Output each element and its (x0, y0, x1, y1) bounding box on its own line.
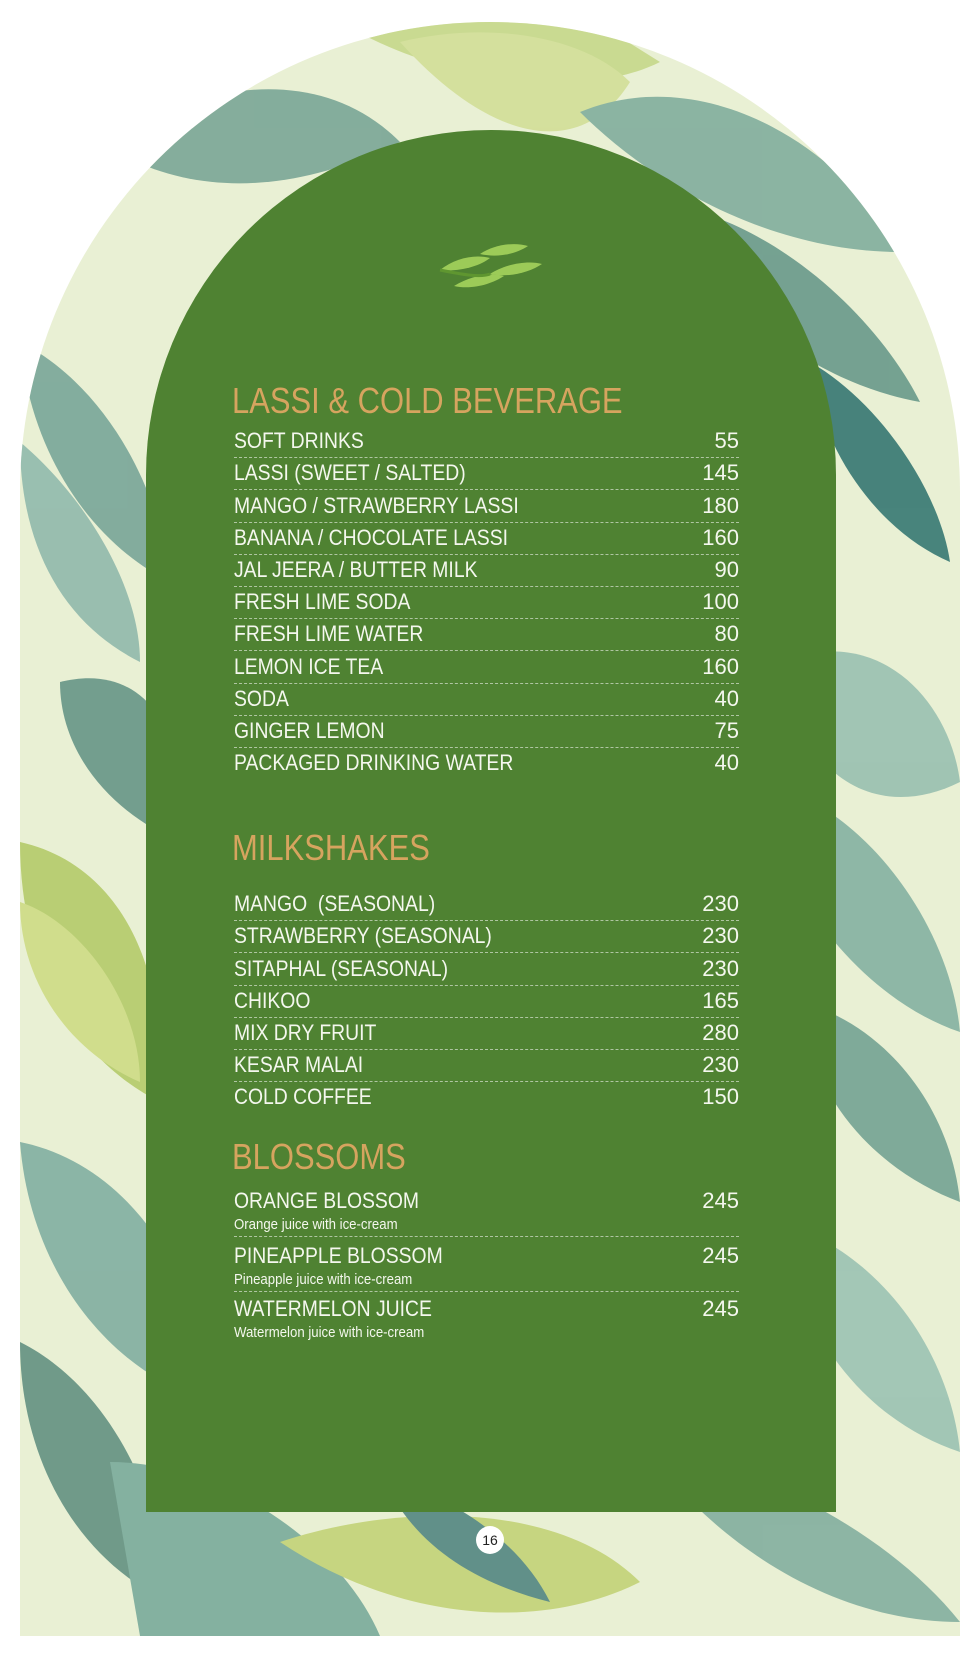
menu-item (234, 748, 739, 779)
menu-item (234, 426, 739, 458)
item-price: 160 (702, 524, 739, 550)
menu-item (234, 716, 739, 748)
item-name: SOFT DRINKS (234, 428, 364, 454)
item-description: Orange juice with ice-cream (234, 1216, 398, 1233)
item-name: PACKAGED DRINKING WATER (234, 750, 514, 776)
menu-item (234, 490, 739, 522)
item-name: BANANA / CHOCOLATE LASSI (234, 524, 508, 550)
item-price: 80 (714, 621, 739, 647)
menu-item (234, 1188, 739, 1237)
item-name: SODA (234, 685, 289, 711)
item-price: 165 (702, 987, 739, 1013)
item-price: 245 (702, 1243, 739, 1268)
blossoms-list (234, 1188, 739, 1344)
menu-item (234, 1082, 739, 1113)
item-price: 75 (714, 717, 739, 743)
menu-item (234, 1050, 739, 1082)
milkshakes-list (234, 889, 739, 1113)
item-price: 90 (714, 556, 739, 582)
item-price: 40 (714, 750, 739, 776)
menu-item (234, 523, 739, 555)
item-name: PINEAPPLE BLOSSOM (234, 1243, 443, 1268)
menu-item (234, 651, 739, 683)
item-price: 150 (702, 1084, 739, 1110)
item-name: LASSI (SWEET / SALTED) (234, 460, 466, 486)
lassi-cold-beverage-list (234, 426, 739, 779)
item-name: MIX DRY FRUIT (234, 1019, 377, 1045)
menu-item (234, 458, 739, 490)
menu-item (234, 1296, 739, 1344)
item-name: WATERMELON JUICE (234, 1296, 432, 1321)
item-name: MANGO / STRAWBERRY LASSI (234, 492, 519, 518)
menu-item (234, 587, 739, 619)
section-title-milkshakes: MILKSHAKES (232, 827, 430, 868)
item-name: GINGER LEMON (234, 717, 385, 743)
menu-item (234, 619, 739, 651)
item-price: 230 (702, 1052, 739, 1078)
item-price: 160 (702, 653, 739, 679)
item-price: 230 (702, 955, 739, 981)
item-price: 145 (702, 460, 739, 486)
item-name: FRESH LIME WATER (234, 621, 424, 647)
item-price: 245 (702, 1188, 739, 1213)
item-description: Pineapple juice with ice-cream (234, 1271, 413, 1288)
item-name: ORANGE BLOSSOM (234, 1188, 420, 1213)
item-name: KESAR MALAI (234, 1052, 364, 1078)
item-description: Watermelon juice with ice-cream (234, 1324, 425, 1341)
item-price: 100 (702, 589, 739, 615)
menu-item (234, 921, 739, 953)
leaf-logo-icon (410, 228, 570, 308)
item-price: 230 (702, 891, 739, 917)
item-name: COLD COFFEE (234, 1084, 372, 1110)
item-price: 180 (702, 492, 739, 518)
menu-item (234, 889, 739, 921)
item-price: 245 (702, 1296, 739, 1321)
menu-item (234, 684, 739, 716)
menu-item (234, 986, 739, 1018)
item-name: SITAPHAL (SEASONAL) (234, 955, 449, 981)
section-title-lassi-cold-beverage: LASSI & COLD BEVERAGE (232, 380, 623, 421)
menu-item (234, 953, 739, 985)
page-number: 16 (476, 1526, 504, 1554)
item-name: LEMON ICE TEA (234, 653, 384, 679)
item-price: 280 (702, 1019, 739, 1045)
section-title-blossoms: BLOSSOMS (232, 1136, 406, 1177)
item-name: JAL JEERA / BUTTER MILK (234, 556, 478, 582)
menu-item (234, 1243, 739, 1292)
menu-item (234, 555, 739, 587)
item-name: FRESH LIME SODA (234, 589, 411, 615)
item-price: 230 (702, 923, 739, 949)
item-price: 55 (714, 428, 739, 454)
item-name: CHIKOO (234, 987, 311, 1013)
item-name: MANGO (SEASONAL) (234, 891, 436, 917)
item-name: STRAWBERRY (SEASONAL) (234, 923, 492, 949)
menu-item (234, 1018, 739, 1050)
item-price: 40 (714, 685, 739, 711)
